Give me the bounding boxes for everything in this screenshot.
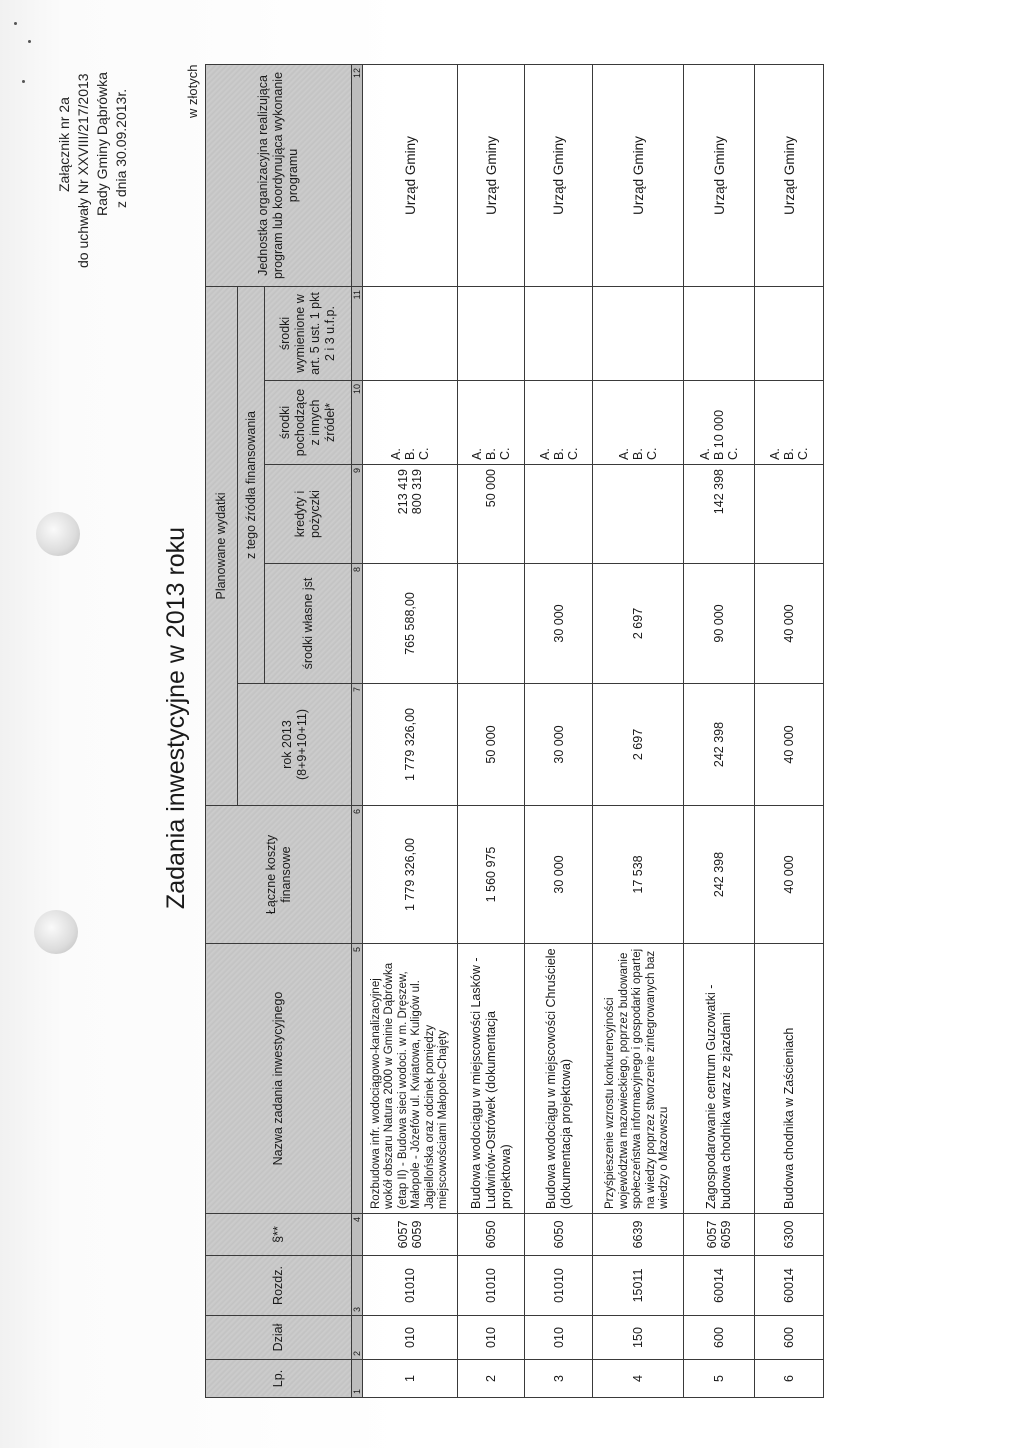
table-row [684,65,755,1398]
cell-paragraf [363,1214,458,1256]
cell-art5 [755,287,824,381]
table-row [458,65,525,1398]
paragraf-code: 6059 [410,1220,424,1249]
col-header-rozdz: Rozdz. [206,1256,352,1316]
cell-jednostka: Urząd Gminy [363,65,458,287]
cell-nazwa: Przyśpieszenie wzrostu konkurencyjności województwa mazowieckiego, poprzez budowanie społeczeństwa informacyjnego i gospodarki opartej na wiedzy poprzez stworzenie zintegrowanych baz wiedzy o Mazowszu [593,944,684,1214]
attachment-line: do uchwały Nr XXVIII/217/2013 [75,73,91,268]
cell-dzial: 600 [755,1316,824,1360]
source-a: A. [470,448,484,460]
cell-wlasne: 90 000 [684,564,755,684]
cell-kredyty [755,465,824,564]
cell-laczne: 30 000 [525,806,593,944]
col-number: 6 [352,806,363,944]
source-c: C. [645,447,659,460]
table-row [363,65,458,1398]
col-header-srodki-art5: środki wymienione w art. 5 ust. 1 pkt 2 i 3 u.f.p. [265,287,352,381]
source-b: B. [551,448,566,460]
col-header-paragraf: §** [206,1214,352,1256]
source-b: B. [403,448,417,460]
cell-wlasne: 30 000 [525,564,593,684]
cell-lp: 1 [363,1360,458,1398]
col-header-srodki-wlasne: środki własne jst [265,564,352,684]
cell-inne [593,381,684,465]
col-number: 5 [352,944,363,1214]
source-a: A. [617,448,631,460]
cell-nazwa: Rozbudowa infr. wodociągowo-kanalizacyjnej wokół obszaru Natura 2000 w Gminie Dąbrówka (etap II) - Budowa sieci wodoci. w m. Dręszew, Małopole - Józefów ul. Kwiatowa, Kuligów ul. Jagiellońska oraz odcinek pomiędzy miejscowościami Małopole-Chajęty [363,944,458,1214]
currency-unit: w złotych [185,64,200,118]
cell-dzial: 010 [458,1316,525,1360]
cell-paragraf: 6050 [458,1214,525,1256]
cell-dzial: 600 [684,1316,755,1360]
cell-rozdz: 15011 [593,1256,684,1316]
cell-paragraf: 6050 [525,1214,593,1256]
attachment-line: z dnia 30.09.2013r. [113,88,129,208]
attachment-line: Załącznik nr 2a [56,97,72,192]
cell-art5 [593,287,684,381]
cell-art5 [458,287,525,381]
source-a: A. [389,448,403,460]
cell-rok: 1 779 326,00 [363,684,458,806]
col-header-zrodla: z tego źródła finansowania [238,287,265,684]
cell-lp: 6 [755,1360,824,1398]
source-a: A. [537,448,552,460]
cell-art5 [363,287,458,381]
paragraf-code: 6057 [705,1220,719,1249]
col-header-dzial: Dział [206,1316,352,1360]
cell-kredyty [363,465,458,564]
cell-nazwa: Budowa wodociągu w miejscowości Chruściele (dokumentacja projektowa) [525,944,593,1214]
cell-rozdz: 60014 [684,1256,755,1316]
col-number: 1 [352,1360,363,1398]
col-header-jednostka: Jednostka organizacyjna realizująca program lub koordynująca wykonanie programu [206,65,352,287]
cell-wlasne: 765 588,00 [363,564,458,684]
source-b: B. [631,448,645,460]
table-row [593,65,684,1398]
cell-wlasne: 2 697 [593,564,684,684]
source-a: A. [768,448,782,460]
cell-dzial: 150 [593,1316,684,1360]
cell-paragraf: 6639 [593,1214,684,1256]
cell-lp: 2 [458,1360,525,1398]
cell-paragraf [684,1214,755,1256]
col-number: 7 [352,684,363,806]
col-number: 2 [352,1316,363,1360]
kredyt-value: 213 419 [396,469,410,515]
source-c: C. [726,447,740,460]
source-c: C. [565,447,580,460]
source-c: C. [417,447,431,460]
cell-jednostka: Urząd Gminy [593,65,684,287]
col-number: 12 [352,65,363,287]
col-header-planowane: Planowane wydatki [206,287,238,806]
cell-nazwa: Budowa chodnika w Zaścieniach [755,944,824,1214]
cell-rozdz: 60014 [755,1256,824,1316]
cell-inne [684,381,755,465]
table-row [755,65,824,1398]
cell-nazwa: Zagospodarowanie centrum Guzowatki - budowa chodnika wraz ze zjazdami [684,944,755,1214]
cell-art5 [525,287,593,381]
source-a: A. [698,448,712,460]
col-header-laczne: Łączne koszty finansowe [206,806,352,944]
col-header-kredyty: kredyty i pożyczki [265,465,352,564]
cell-jednostka: Urząd Gminy [525,65,593,287]
paragraf-code: 6057 [396,1220,410,1249]
cell-laczne: 1 560 975 [458,806,525,944]
col-number: 4 [352,1214,363,1256]
cell-kredyty: 50 000 [458,465,525,564]
cell-dzial: 010 [525,1316,593,1360]
col-header-rok: rok 2013 (8+9+10+11) [238,684,352,806]
document-title: Zadania inwestycyjne w 2013 roku [162,526,190,910]
cell-lp: 5 [684,1360,755,1398]
column-number-row [352,65,363,1398]
cell-jednostka: Urząd Gminy [684,65,755,287]
cell-inne [755,381,824,465]
cell-laczne: 40 000 [755,806,824,944]
source-b: B 10 000 [712,409,726,460]
cell-wlasne: 40 000 [755,564,824,684]
cell-dzial: 010 [363,1316,458,1360]
cell-laczne: 1 779 326,00 [363,806,458,944]
cell-kredyty [593,465,684,564]
cell-art5 [684,287,755,381]
cell-rok: 40 000 [755,684,824,806]
col-number: 9 [352,465,363,564]
col-number: 3 [352,1256,363,1316]
attachment-header [55,38,131,268]
source-b: B. [484,448,498,460]
cell-nazwa: Budowa wodociągu w miejscowości Lasków - Ludwinów-Ostrówek (dokumentacja projektowa) [458,944,525,1214]
source-c: C. [498,447,512,460]
cell-lp: 4 [593,1360,684,1398]
cell-wlasne [458,564,525,684]
cell-jednostka: Urząd Gminy [755,65,824,287]
cell-rozdz: 01010 [363,1256,458,1316]
cell-inne [363,381,458,465]
cell-rozdz: 01010 [458,1256,525,1316]
cell-inne [458,381,525,465]
attachment-line: Rady Gminy Dąbrówka [94,72,110,216]
col-number: 11 [352,287,363,381]
cell-inne [525,381,593,465]
col-header-lp: Lp. [206,1360,352,1398]
col-header-nazwa: Nazwa zadania inwestycyjnego [206,944,352,1214]
source-b: B. [782,448,796,460]
cell-rok: 242 398 [684,684,755,806]
source-c: C. [796,447,810,460]
table-row [525,65,593,1398]
cell-paragraf: 6300 [755,1214,824,1256]
col-number: 10 [352,381,363,465]
cell-kredyty: 142 398 [684,465,755,564]
cell-rozdz: 01010 [525,1256,593,1316]
kredyt-value: 800 319 [410,469,424,515]
cell-laczne: 242 398 [684,806,755,944]
cell-laczne: 17 538 [593,806,684,944]
cell-lp: 3 [525,1360,593,1398]
paragraf-code: 6059 [719,1220,733,1249]
col-header-inne-zrodla: środki pochodzące z innych źródeł* [265,381,352,465]
col-number: 8 [352,564,363,684]
cell-rok: 50 000 [458,684,525,806]
cell-jednostka: Urząd Gminy [458,65,525,287]
cell-kredyty [525,465,593,564]
cell-rok: 30 000 [525,684,593,806]
investment-table [205,64,824,1398]
cell-rok: 2 697 [593,684,684,806]
